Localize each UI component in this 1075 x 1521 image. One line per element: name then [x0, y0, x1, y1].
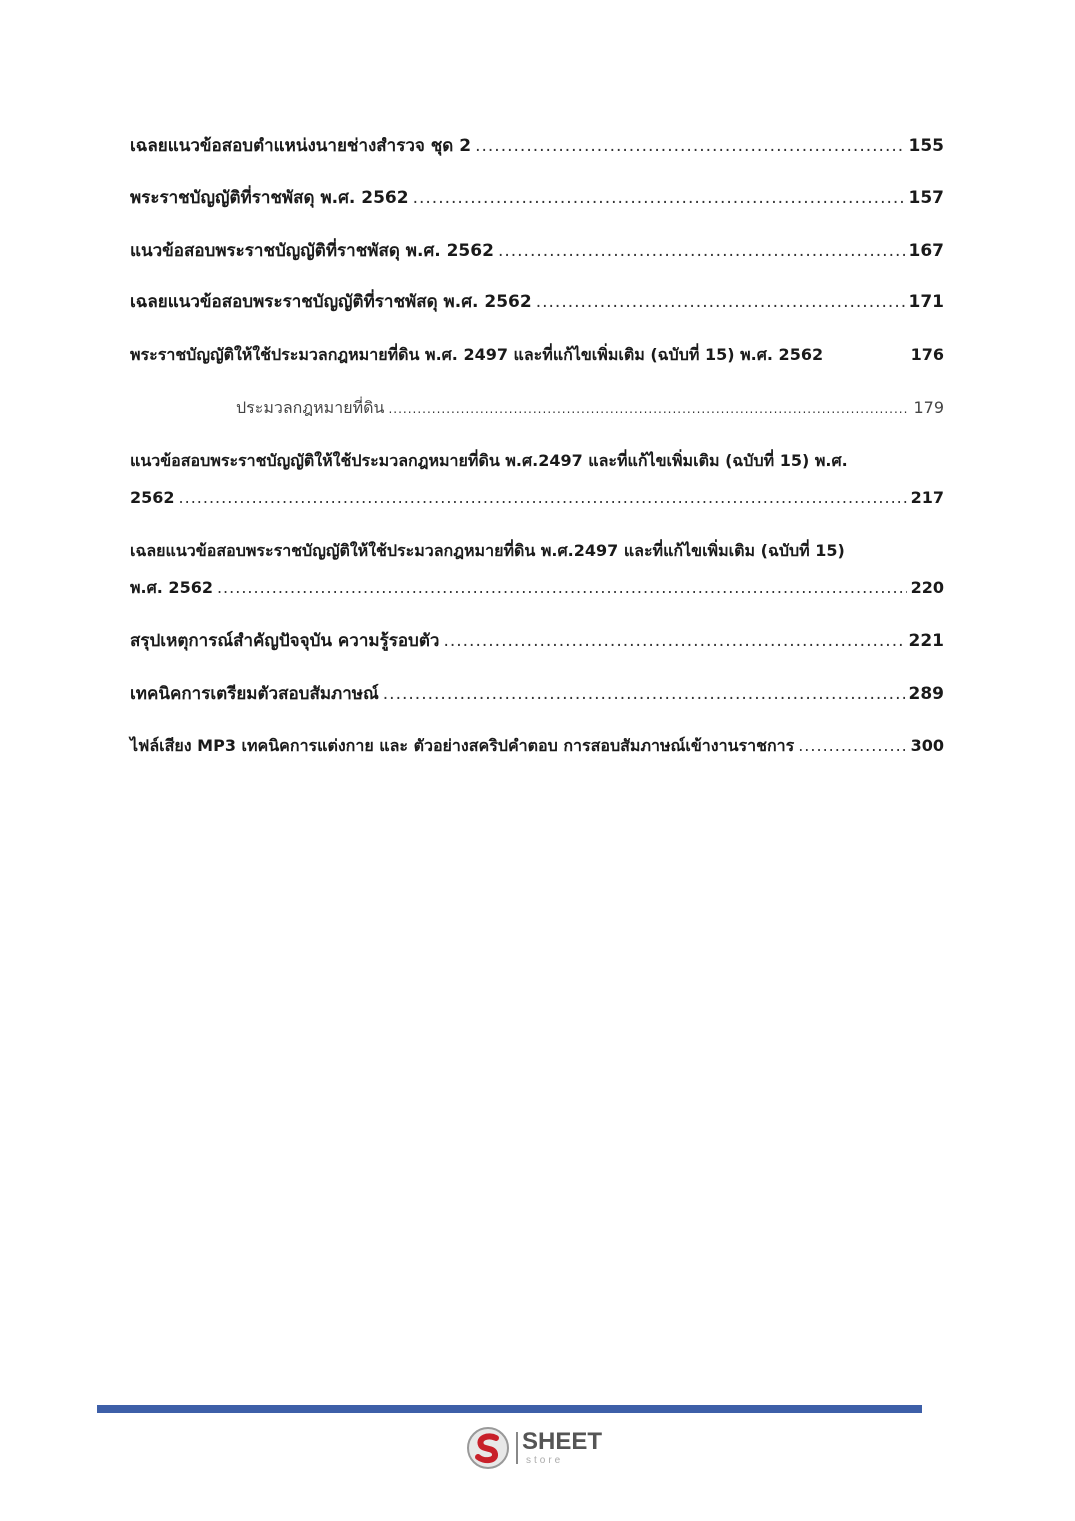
toc-leader: [217, 578, 907, 598]
toc-entry-title: เทคนิคการเตรียมตัวสอบสัมภาษณ์: [130, 684, 379, 704]
sheet-store-logo-icon: [466, 1426, 510, 1470]
logo-subtext: store: [526, 1455, 564, 1466]
toc-leader: [388, 399, 909, 419]
logo-wordmark: SHEET: [522, 1428, 603, 1455]
toc-entry[interactable]: [130, 736, 944, 760]
toc-entry-title: สรุปเหตุการณ์สำคัญปัจจุบัน ความรู้รอบตัว: [130, 631, 440, 651]
toc-entry-title: แนวข้อสอบพระราชบัญญัติที่ราชพัสดุ พ.ศ. 2562: [130, 241, 494, 261]
toc-entry[interactable]: [130, 241, 944, 265]
toc-entry-title-cont: พ.ศ. 2562: [130, 578, 213, 597]
toc-entry-title: เฉลยแนวข้อสอบพระราชบัญญัติให้ใช้ประมวลกฎหมายที่ดิน พ.ศ.2497 และที่แก้ไขเพิ่มเติม (ฉบับที่ 15): [130, 541, 845, 560]
toc-entry-page: 217: [910, 488, 944, 507]
toc-entry-title: พระราชบัญญัติที่ราชพัสดุ พ.ศ. 2562: [130, 188, 409, 208]
toc-entry-page: 221: [908, 631, 944, 651]
toc-entry[interactable]: [130, 188, 944, 212]
toc-leader: [179, 488, 907, 508]
toc-entry[interactable]: [130, 631, 944, 655]
toc-entry[interactable]: [130, 292, 944, 316]
toc-entry-page: 171: [908, 292, 944, 312]
toc-entry-page: 167: [908, 241, 944, 261]
logo-separator: [516, 1432, 518, 1464]
toc-entry-title: เฉลยแนวข้อสอบตำแหน่งนายช่างสำรวจ ชุด 2: [130, 136, 472, 156]
toc-entry-page: 220: [910, 578, 944, 597]
toc-entry[interactable]: [130, 136, 944, 160]
toc-leader: [498, 241, 905, 261]
toc-entry-title: ประมวลกฎหมายที่ดิน: [236, 398, 385, 417]
toc-entry-page: 157: [908, 188, 944, 208]
toc-entry-title-cont: 2562: [130, 488, 175, 507]
toc-entry-page: 179: [913, 398, 944, 417]
toc-leader: [798, 736, 906, 756]
toc-entry-page: 300: [910, 736, 944, 755]
toc-entry-title: ไฟล์เสียง MP3 เทคนิคการแต่งกาย และ ตัวอย่างสคริปคำตอบ การสอบสัมภาษณ์เข้างานราชการ: [130, 736, 795, 755]
toc-entry-title: พระราชบัญญัติให้ใช้ประมวลกฎหมายที่ดิน พ.ศ. 2497 และที่แก้ไขเพิ่มเติม (ฉบับที่ 15) พ.ศ. 2562: [130, 345, 824, 364]
toc-leader: [413, 188, 905, 208]
toc-entry-page: 176: [910, 345, 944, 364]
toc-leader: [383, 684, 905, 704]
toc-entry[interactable]: [130, 345, 944, 369]
toc-entry-title: เฉลยแนวข้อสอบพระราชบัญญัติที่ราชพัสดุ พ.ศ. 2562: [130, 292, 532, 312]
toc-entry-page: 289: [908, 684, 944, 704]
footer-divider: [97, 1405, 922, 1413]
toc-entry-page: 155: [908, 136, 944, 156]
sheet-store-logo: [466, 1426, 616, 1470]
toc-entry[interactable]: [130, 541, 944, 602]
toc-entry-title: แนวข้อสอบพระราชบัญญัติให้ใช้ประมวลกฎหมายที่ดิน พ.ศ.2497 และที่แก้ไขเพิ่มเติม (ฉบับที่ 15) พ.ศ.: [130, 451, 848, 470]
toc-leader: [536, 292, 905, 312]
toc-leader: [475, 136, 904, 156]
toc-entry[interactable]: [130, 684, 944, 708]
toc-subentry[interactable]: [236, 398, 944, 422]
toc-leader: [443, 631, 904, 651]
toc-entry[interactable]: [130, 451, 944, 512]
